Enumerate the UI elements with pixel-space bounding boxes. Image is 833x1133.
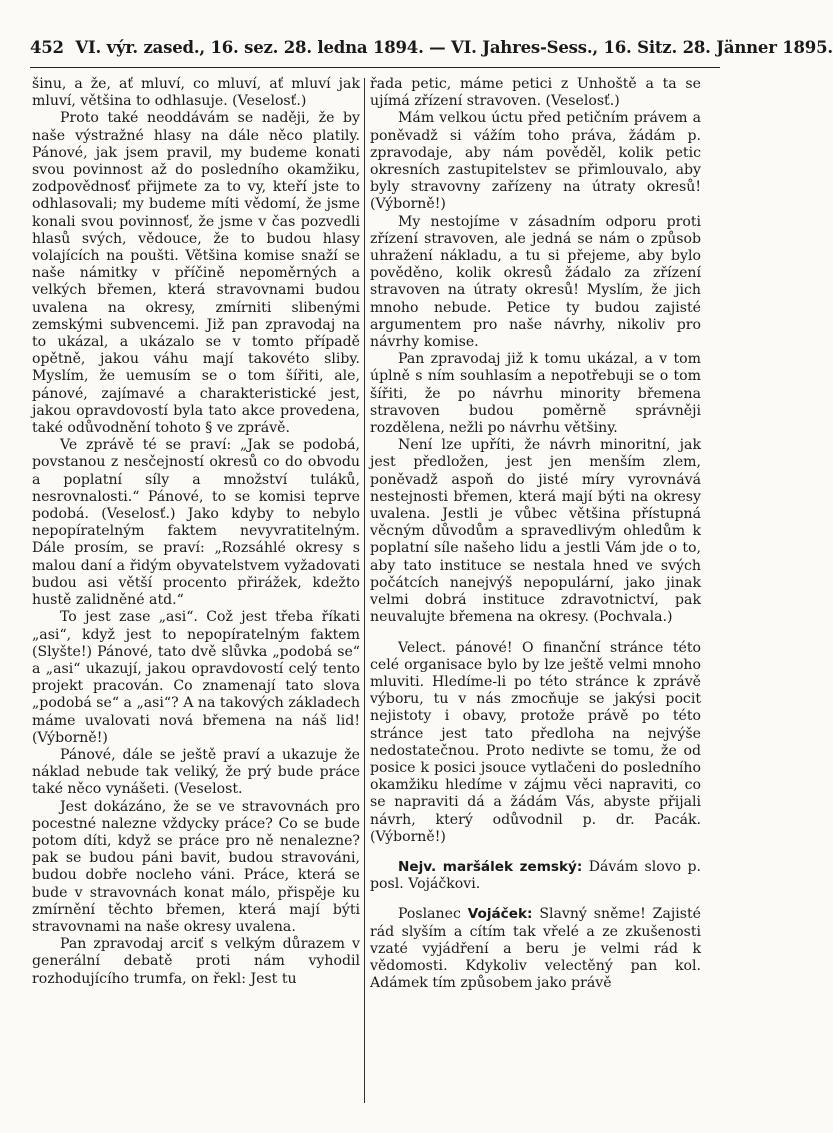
column-divider (364, 78, 365, 1103)
speaker-name: Nejv. maršálek zemský: (398, 858, 583, 875)
paragraph: Pánové, dále se ještě praví a ukazuje že náklad nebude tak veliký, že prý bude práce také něco vynášeti. (Veselost. (32, 746, 360, 798)
page-header (30, 38, 833, 57)
left-column (32, 76, 360, 988)
paragraph: Pan zpravodaj již k tomu ukázal, a v tom úplně s ním souhlasím a nepotřebuji se o tom šířiti, že po návrhu minority břemena stravoven budou poměrně správněji rozdělena, nežli po návrhu většiny. (370, 351, 701, 437)
paragraph: Pan zpravodaj arciť s velkým důrazem v generální debatě proti nám vyhodil rozhodujícího trumfa, on řekl: Jest tu (32, 936, 360, 987)
paragraph: Není lze upříti, že návrh minoritní, jak jest předložen, jest jen menším zlem, poněvadž aspoň do jisté míry vyrovnává nestejnosti břemen, která mají býti na okresy uvalena. Jestli je vůbec většina přístupná věcným důvodům a spravedlivým ohledům k poplatní síle našeho lidu a jestli Vám jde o to, aby tato instituce se nestala hned ve svých počátcích nanejvýš nepopulární, jako jinak velmi dobrá instituce zdravotnictví, pak neuvalujte břemena na okresy. (Pochvala.) (370, 437, 701, 626)
speech-text: Dávám slovo p. posl. Vojáčkovi. (370, 858, 702, 893)
paragraph: Proto také neoddávám se naději, že by naše výstražné hlasy na dále něco platily. Pánové, jak jsem pravil, my budeme konati svou povinnost až do posledního okamžiku, zodpovědnosť přijmete za to vy, kteří jste to odhlasovali; my budeme míti vědomí, že jsme konali svou povinnosť, že jsme v čas pozvedli hlasů svých, vědouce, že to budou hlasy volajících na poušti. Většina komise snaží se naše námitky v příčině nepoměrných a velkých břemen, která stravovnami budou uvalena na okresy, zmírniti slibenými zemskými subvencemi. Již pan zpravodaj na to ukázal, a ukázalo se v tomto případě opětně, jakou váhu mají takovéto sliby. Myslím, že uemusím se o tom šířiti, ale, pánové, zajímavé a charakteristické jest, jakou opravdovostí byla tato akce provedena, také odůvodnění tohoto § ve zprávě. (32, 110, 360, 437)
speech-paragraph (370, 906, 701, 992)
header-rule (30, 67, 720, 68)
right-column (370, 76, 701, 992)
speaker-name: Vojáček: (467, 906, 533, 923)
paragraph: řada petic, máme petici z Unhoště a ta se ujímá zřízení stravoven. (Veselosť.) (370, 76, 701, 110)
speech-paragraph (370, 859, 701, 893)
paragraph: Velect. pánové! O finanční stránce této celé organisace bylo by lze ještě velmi mnoho mluviti. Hledíme-li po této stránce k zprávě výboru, tu v nás zmocňuje se jakýsi pocit nejistoty i obavy, protože právě po této stránce jest tato předloha na nejvýše nedostatečnou. Proto nedivte se tomu, že od posice k posici jsouce vytlačeni do posledního okamžiku hledíme v zájmu věci napraviti, co se napraviti dá a žádám Vás, abyste přijali návrh, který odůvodnil p. dr. Pacák. (Výborně!) (370, 639, 701, 845)
paragraph: Mám velkou úctu před petičním právem a poněvadž si vážím toho práva, žádám p. zpravodaje, aby nám pověděl, kolik petic okresních zastupitelstev se přimlouvalo, aby byly stravovny zařízeny na útraty okresů! (Výborně!) (370, 110, 701, 213)
paragraph: Jest dokázáno, že se ve stravovnách pro pocestné nalezne vždycky práce? Co se bude potom díti, když se práce pro ně nenalezne? pak se budou páni bavit, budou stravováni, budou dobře nocleho váni. Práce, která se bude v stravovnách konat málo, přispěje ku zmírnění těchto břemen, která mají býti stravovnami na naše okresy uvalena. (32, 798, 360, 935)
running-title: VI. výr. zased., 16. sez. 28. ledna 1894. — VI. Jahres-Sess., 16. Sitz. 28. Jänner 1895. (75, 38, 833, 57)
speech-text: Slavný sněme! Zajisté rád slyším a cítím tak vřelé a ze zkušenosti vzaté vyjádření a beru je velmi rád k vědomosti. Kdykoliv velectěný pan kol. Adámek tím způsobem jako právě (370, 906, 701, 992)
paragraph: šinu, a že, ať mluví, co mluví, ať mluví jak mluví, většina to odhlasuje. (Veselosť.) (32, 76, 360, 110)
paragraph: To jest zase „asi“. Což jest třeba říkati „asi“, když jest to nepopíratelným faktem (Slyšte!) Pánové, tato dvě slůvka „podobá se“ a „asi“ ukazují, jakou opravdovostí celý tento projekt pracován. Co znamenají tato slova „podobá se“ a „asi“? A na takových základech máme uvalovati nová břemena na náš lid! (Výborně!) (32, 609, 360, 746)
paragraph: My nestojíme v zásadním odporu proti zřízení stravoven, ale jedná se nám o způsob uhražení nákladu, a tu si přejeme, aby bylo pověděno, kolik okresů žádalo za zřízení stravoven na útraty okresů! Myslím, že jich mnoho nebude. Petice ty budou zajisté argumentem pro naše návrhy, nikoliv pro návrhy komise. (370, 213, 701, 351)
paragraph: Ve zprávě té se praví: „Jak se podobá, povstanou z nesčejností okresů co do obvodu a poplatní síly a množství tuláků, nesrovnalosti.“ Pánové, to se komisi teprve podobá. (Veselosť.) Jako kdyby to nebylo nepopíratelným faktem nevyvratitelným. Dále prosím, se praví: „Rozsáhlé okresy s malou daní a řidým obyvatelstvem vyžadovati budou asi větší procento přirážek, kdežto hustě zalidněné atd.“ (32, 437, 360, 609)
speaker-title: Poslanec (398, 906, 468, 923)
page-number: 452 (30, 38, 64, 57)
